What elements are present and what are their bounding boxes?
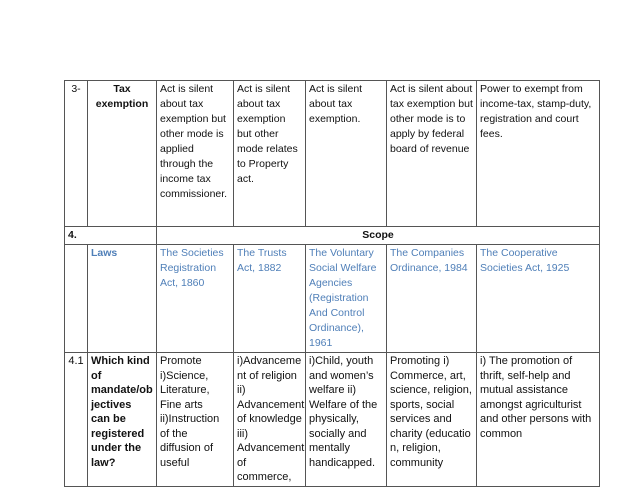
table-row (65, 353, 600, 487)
table-cell: The Trusts Act, 1882 (234, 245, 306, 353)
table-row (65, 245, 600, 353)
table-cell: i)Advanceme nt of religion ii) Advancement of knowledge iii) Advancement of commerce, (234, 353, 306, 487)
row-number: 3- (65, 81, 88, 227)
table-cell: Act is silent about tax exemption but other mode is to apply by federal board of revenue (387, 81, 477, 227)
table-cell: Promote i)Science, Literature, Fine arts ii)Instruction of the diffusion of useful (157, 353, 234, 487)
table-cell: Act is silent about tax exemption but other mode relates to Property act. (234, 81, 306, 227)
section-row (65, 227, 600, 245)
table-cell: The Societies Registration Act, 1860 (157, 245, 234, 353)
table-cell: Promoting i) Commerce, art, science, religion, sports, social services and charity (educatio n, religion, community (387, 353, 477, 487)
table-cell: Act is silent about tax exemption. (306, 81, 387, 227)
table-cell: Act is silent about tax exemption but other mode is applied through the income tax commissioner. (157, 81, 234, 227)
table-cell: The Voluntary Social Welfare Agencies (Registration And Control Ordinance), 1961 (306, 245, 387, 353)
table-cell: i)Child, youth and women’s welfare ii) Welfare of the physically, socially and mentally handicapped. (306, 353, 387, 487)
section-number: 4. (65, 227, 157, 245)
section-title: Scope (157, 227, 600, 245)
row-label: Laws (88, 245, 157, 353)
comparison-table (64, 80, 600, 487)
row-label: Tax exemption (88, 81, 157, 227)
table-cell: i) The promotion of thrift, self-help and mutual assistance amongst agriculturist and other persons with common (477, 353, 600, 487)
row-label: Which kind of mandate/ob jectives can be registered under the law? (88, 353, 157, 487)
table-row (65, 81, 600, 227)
table-cell: Power to exempt from income-tax, stamp-duty, registration and court fees. (477, 81, 600, 227)
table-cell: The Companies Ordinance, 1984 (387, 245, 477, 353)
row-number: 4.1 (65, 353, 88, 487)
empty-cell (65, 245, 88, 353)
table-cell: The Cooperative Societies Act, 1925 (477, 245, 600, 353)
